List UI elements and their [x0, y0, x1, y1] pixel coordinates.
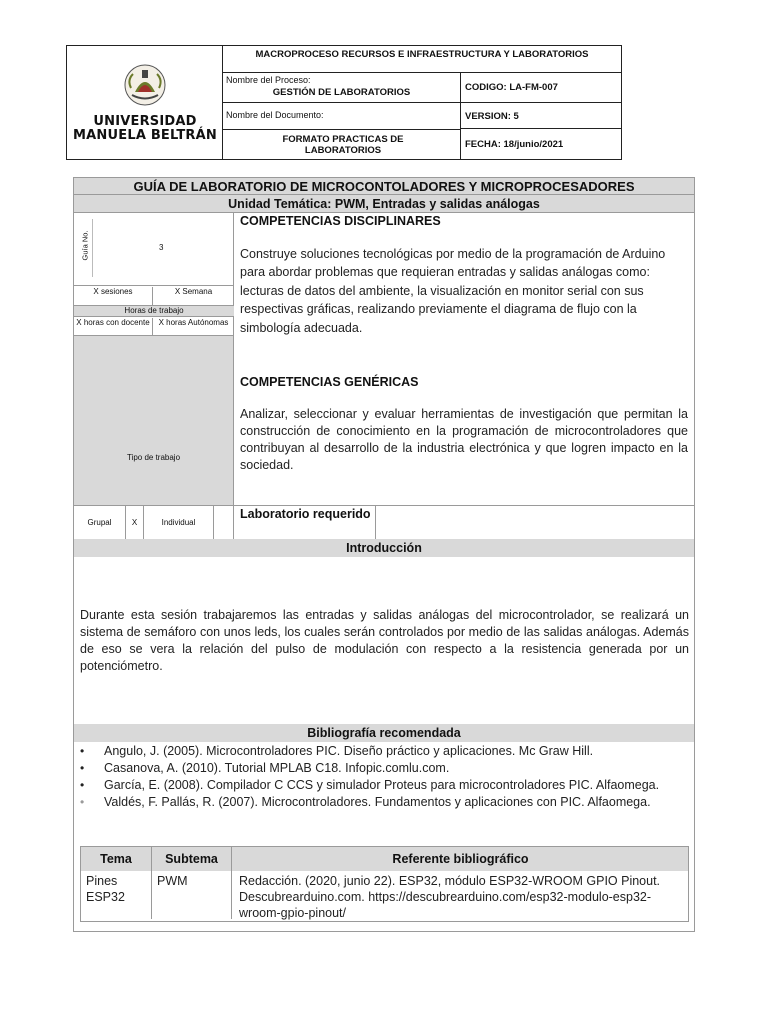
- table-header: [81, 847, 688, 871]
- column-header-subtopic: Subtema: [151, 847, 231, 871]
- macroprocess-title: MACROPROCESO RECURSOS E INFRAESTRUCTURA Y LABORATORIOS: [223, 46, 621, 73]
- university-logo: [67, 46, 223, 159]
- bullet-icon: •: [80, 778, 85, 792]
- subtopic-cell: PWM: [151, 871, 231, 919]
- work-hours-label: Horas de trabajo: [74, 305, 234, 316]
- generic-competencies-title: COMPETENCIAS GENÉRICAS: [240, 375, 419, 389]
- individual-label: Individual: [144, 506, 214, 539]
- introduction-text: Durante esta sesión trabajaremos las entradas y salidas análogas del microcontrolador, se realizará un sistema de semáforo con unos leds, los cuales serán controlados por medio de las salidas análogas. Además de eso se vera la relación del pulso de modulación con respecto a la resistencia generada por un potenciómetro.: [80, 608, 689, 673]
- list-item: [78, 794, 690, 811]
- process-label: Nombre del Proceso:: [226, 75, 311, 85]
- document-code: CODIGO: LA-FM-007: [461, 73, 621, 103]
- guide-title: GUÍA DE LABORATORIO DE MICROCONTOLADORES Y MICROPROCESADORES: [74, 178, 694, 195]
- week-value: X Semana: [152, 287, 234, 306]
- guide-info-column: [74, 213, 234, 505]
- individual-mark: [214, 506, 234, 539]
- bibliography-entry: Valdés, F. Pallás, R. (2007). Microcontroladores. Fundamentos y aplicaciones con PIC. Alfaomega.: [104, 795, 651, 809]
- document-cell: [223, 103, 461, 159]
- work-type-cell: [74, 336, 233, 505]
- group-label: Grupal: [74, 506, 126, 539]
- document-header: [66, 45, 622, 160]
- divider: [375, 506, 376, 539]
- university-name-line1: UNIVERSIDAD: [93, 114, 197, 129]
- column-header-reference: Referente bibliográfico: [231, 847, 689, 871]
- hours-row: [74, 316, 234, 336]
- process-value: GESTIÓN DE LABORATORIOS: [272, 87, 411, 98]
- process-cell: [223, 73, 461, 103]
- disciplinary-competencies-text: Construye soluciones tecnológicas por medio de la programación de Arduino para abordar problemas que requieran entradas y salidas análogas como: lecturas de datos del ambiente, la visualización en monitor serial con sus respectivas gráficas, realizando previamente el diagrama de flujo con la simbología adecuada.: [240, 247, 666, 335]
- bibliography-title: Bibliografía recomendada: [74, 724, 694, 742]
- group-mark: X: [126, 506, 144, 539]
- bullet-icon: •: [80, 761, 85, 775]
- list-item: [78, 777, 690, 794]
- bibliography-entry: Angulo, J. (2005). Microcontroladores PIC. Diseño práctico y aplicaciones. Mc Graw Hill.: [104, 744, 594, 758]
- generic-competencies-text: Analizar, seleccionar y evaluar herramientas de investigación que permitan la construcción de conocimiento en la programación de microcontroladores que contribuyan al desarrollo de la industria electrónica y que logren impacto en la sociedad.: [240, 407, 688, 472]
- lab-required-label: Laboratorio requerido: [240, 507, 371, 521]
- lab-guide: [73, 177, 695, 932]
- sessions-row: [74, 285, 234, 305]
- sessions-value: X sesiones: [93, 287, 133, 296]
- references-table: [80, 846, 689, 922]
- list-item: [78, 760, 690, 777]
- bullet-icon: •: [80, 795, 85, 809]
- reference-cell: Redacción. (2020, junio 22). ESP32, módulo ESP32-WROOM GPIO Pinout. Descubrearduino.com. https://descubrearduino.com/esp32-modulo-esp32-wroom-gpio-pinout/: [231, 871, 689, 919]
- university-seal-icon: [122, 62, 168, 108]
- guide-number: 3: [159, 243, 164, 252]
- autonomous-hours: X horas Autónomas: [152, 318, 234, 337]
- work-type-label: Tipo de trabajo: [126, 453, 181, 462]
- work-mode-row: [74, 505, 694, 539]
- table-row: [81, 871, 688, 921]
- divider: [223, 129, 461, 130]
- bibliography-entry: Casanova, A. (2010). Tutorial MPLAB C18. Infopic.comlu.com.: [104, 761, 450, 775]
- document-value: FORMATO PRACTICAS DE LABORATORIOS: [282, 134, 404, 156]
- disciplinary-competencies-heading-wrap: [240, 214, 690, 228]
- guide-number-label-cell: [77, 219, 93, 277]
- document-version: VERSION: 5: [461, 103, 621, 129]
- bullet-icon: •: [80, 744, 85, 758]
- guide-number-label: Guía No.: [80, 230, 90, 261]
- topic-cell: Pines ESP32: [86, 874, 125, 904]
- document-label: Nombre del Documento:: [226, 110, 324, 120]
- introduction-title: Introducción: [74, 539, 694, 557]
- column-header-topic: Tema: [100, 852, 132, 866]
- teacher-hours: X horas con docente: [76, 318, 150, 327]
- bibliography-entry: García, E. (2008). Compilador C CCS y simulador Proteus para microcontroladores PIC. Alfaomega.: [104, 778, 660, 792]
- bibliography-list: [78, 743, 690, 811]
- disciplinary-competencies-title: COMPETENCIAS DISCIPLINARES: [240, 214, 441, 228]
- university-name-line2: MANUELA BELTRÁN: [73, 128, 217, 143]
- guide-unit: Unidad Temática: PWM, Entradas y salidas análogas: [74, 195, 694, 213]
- list-item: [78, 743, 690, 760]
- document-date: FECHA: 18/junio/2021: [465, 139, 564, 150]
